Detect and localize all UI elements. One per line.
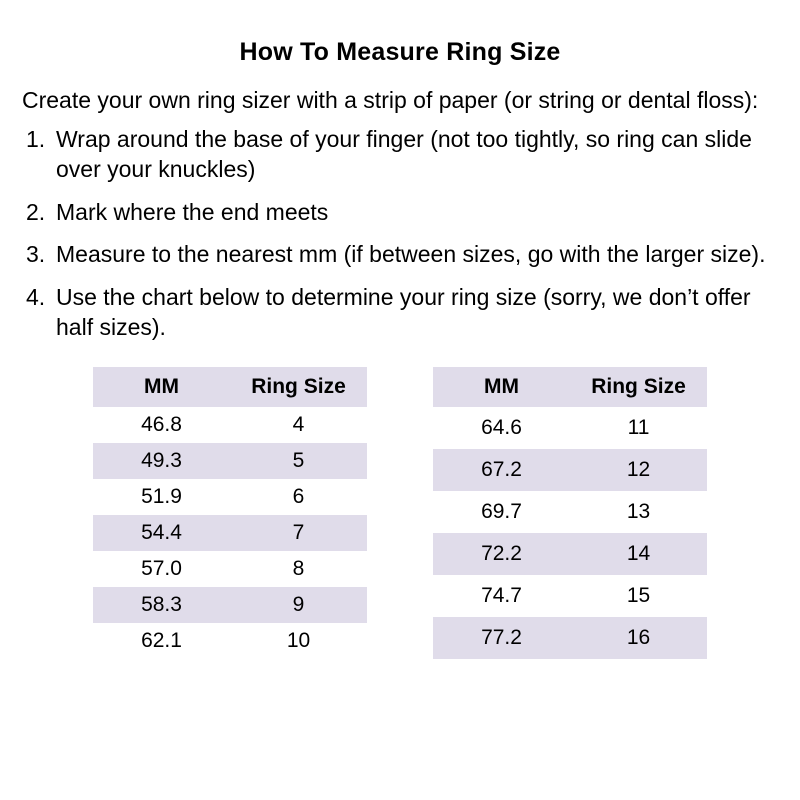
cell-mm: 72.2 (481, 542, 522, 566)
instruction-list (20, 124, 780, 343)
cell-ring-size: 7 (292, 521, 305, 545)
cell-mm: 58.3 (141, 593, 182, 617)
cell-ring-size: 8 (292, 557, 305, 581)
table-row (433, 449, 707, 491)
table-row (433, 533, 707, 575)
cell-mm: 74.7 (481, 584, 522, 608)
cell-mm: 46.8 (141, 413, 182, 437)
ring-size-tables (20, 367, 780, 659)
cell-mm: 67.2 (481, 458, 522, 482)
cell-ring-size: 13 (626, 500, 651, 524)
cell-ring-size: 15 (626, 584, 651, 608)
list-item (20, 282, 780, 343)
cell-mm: 57.0 (141, 557, 182, 581)
list-item-text: Measure to the nearest mm (if between sizes, go with the larger size). (56, 241, 766, 268)
table-header-row (93, 367, 367, 407)
cell-ring-size: 9 (292, 593, 305, 617)
cell-ring-size: 16 (626, 626, 651, 650)
column-header-ring-size: Ring Size (251, 375, 346, 399)
cell-mm: 64.6 (481, 416, 522, 440)
cell-mm: 54.4 (141, 521, 182, 545)
cell-mm: 69.7 (481, 500, 522, 524)
list-item (20, 239, 780, 270)
list-item-text: Use the chart below to determine your ring size (sorry, we don’t offer half sizes). (56, 283, 751, 341)
list-item-number: 1. (26, 125, 46, 152)
table-row (93, 587, 367, 623)
list-item-text: Wrap around the base of your finger (not too tightly, so ring can slide over your knuckles) (56, 125, 752, 183)
table-row (93, 443, 367, 479)
ring-size-table-left (93, 367, 367, 659)
table-row (93, 623, 367, 659)
cell-ring-size: 10 (286, 629, 311, 653)
cell-mm: 62.1 (141, 629, 182, 653)
table-row (433, 491, 707, 533)
table-header (433, 367, 707, 407)
table-body (433, 407, 707, 659)
table-row (93, 407, 367, 443)
ring-size-table-right (433, 367, 707, 659)
page-title: How To Measure Ring Size (239, 38, 561, 66)
table-header (93, 367, 367, 407)
column-header-ring-size: Ring Size (591, 375, 686, 399)
list-item-number: 2. (26, 198, 46, 225)
table-row (433, 407, 707, 449)
table-row (93, 551, 367, 587)
list-item (20, 197, 780, 228)
list-item-text: Mark where the end meets (56, 198, 329, 225)
intro-paragraph: Create your own ring sizer with a strip of paper (or string or dental floss): (22, 87, 759, 113)
cell-mm: 49.3 (141, 449, 182, 473)
table-row (93, 515, 367, 551)
column-header-mm: MM (144, 375, 179, 399)
table-body (93, 407, 367, 659)
list-item-number: 4. (26, 283, 46, 310)
column-header-mm: MM (484, 375, 519, 399)
cell-ring-size: 12 (626, 458, 651, 482)
cell-ring-size: 6 (292, 485, 305, 509)
table-row (433, 575, 707, 617)
cell-ring-size: 14 (626, 542, 651, 566)
cell-ring-size: 4 (292, 413, 305, 437)
cell-mm: 51.9 (141, 485, 182, 509)
list-item-number: 3. (26, 241, 46, 268)
list-item (20, 124, 780, 185)
table-header-row (433, 367, 707, 407)
cell-ring-size: 5 (292, 449, 305, 473)
cell-mm: 77.2 (481, 626, 522, 650)
cell-ring-size: 11 (627, 416, 650, 440)
table-row (93, 479, 367, 515)
table-row (433, 617, 707, 659)
